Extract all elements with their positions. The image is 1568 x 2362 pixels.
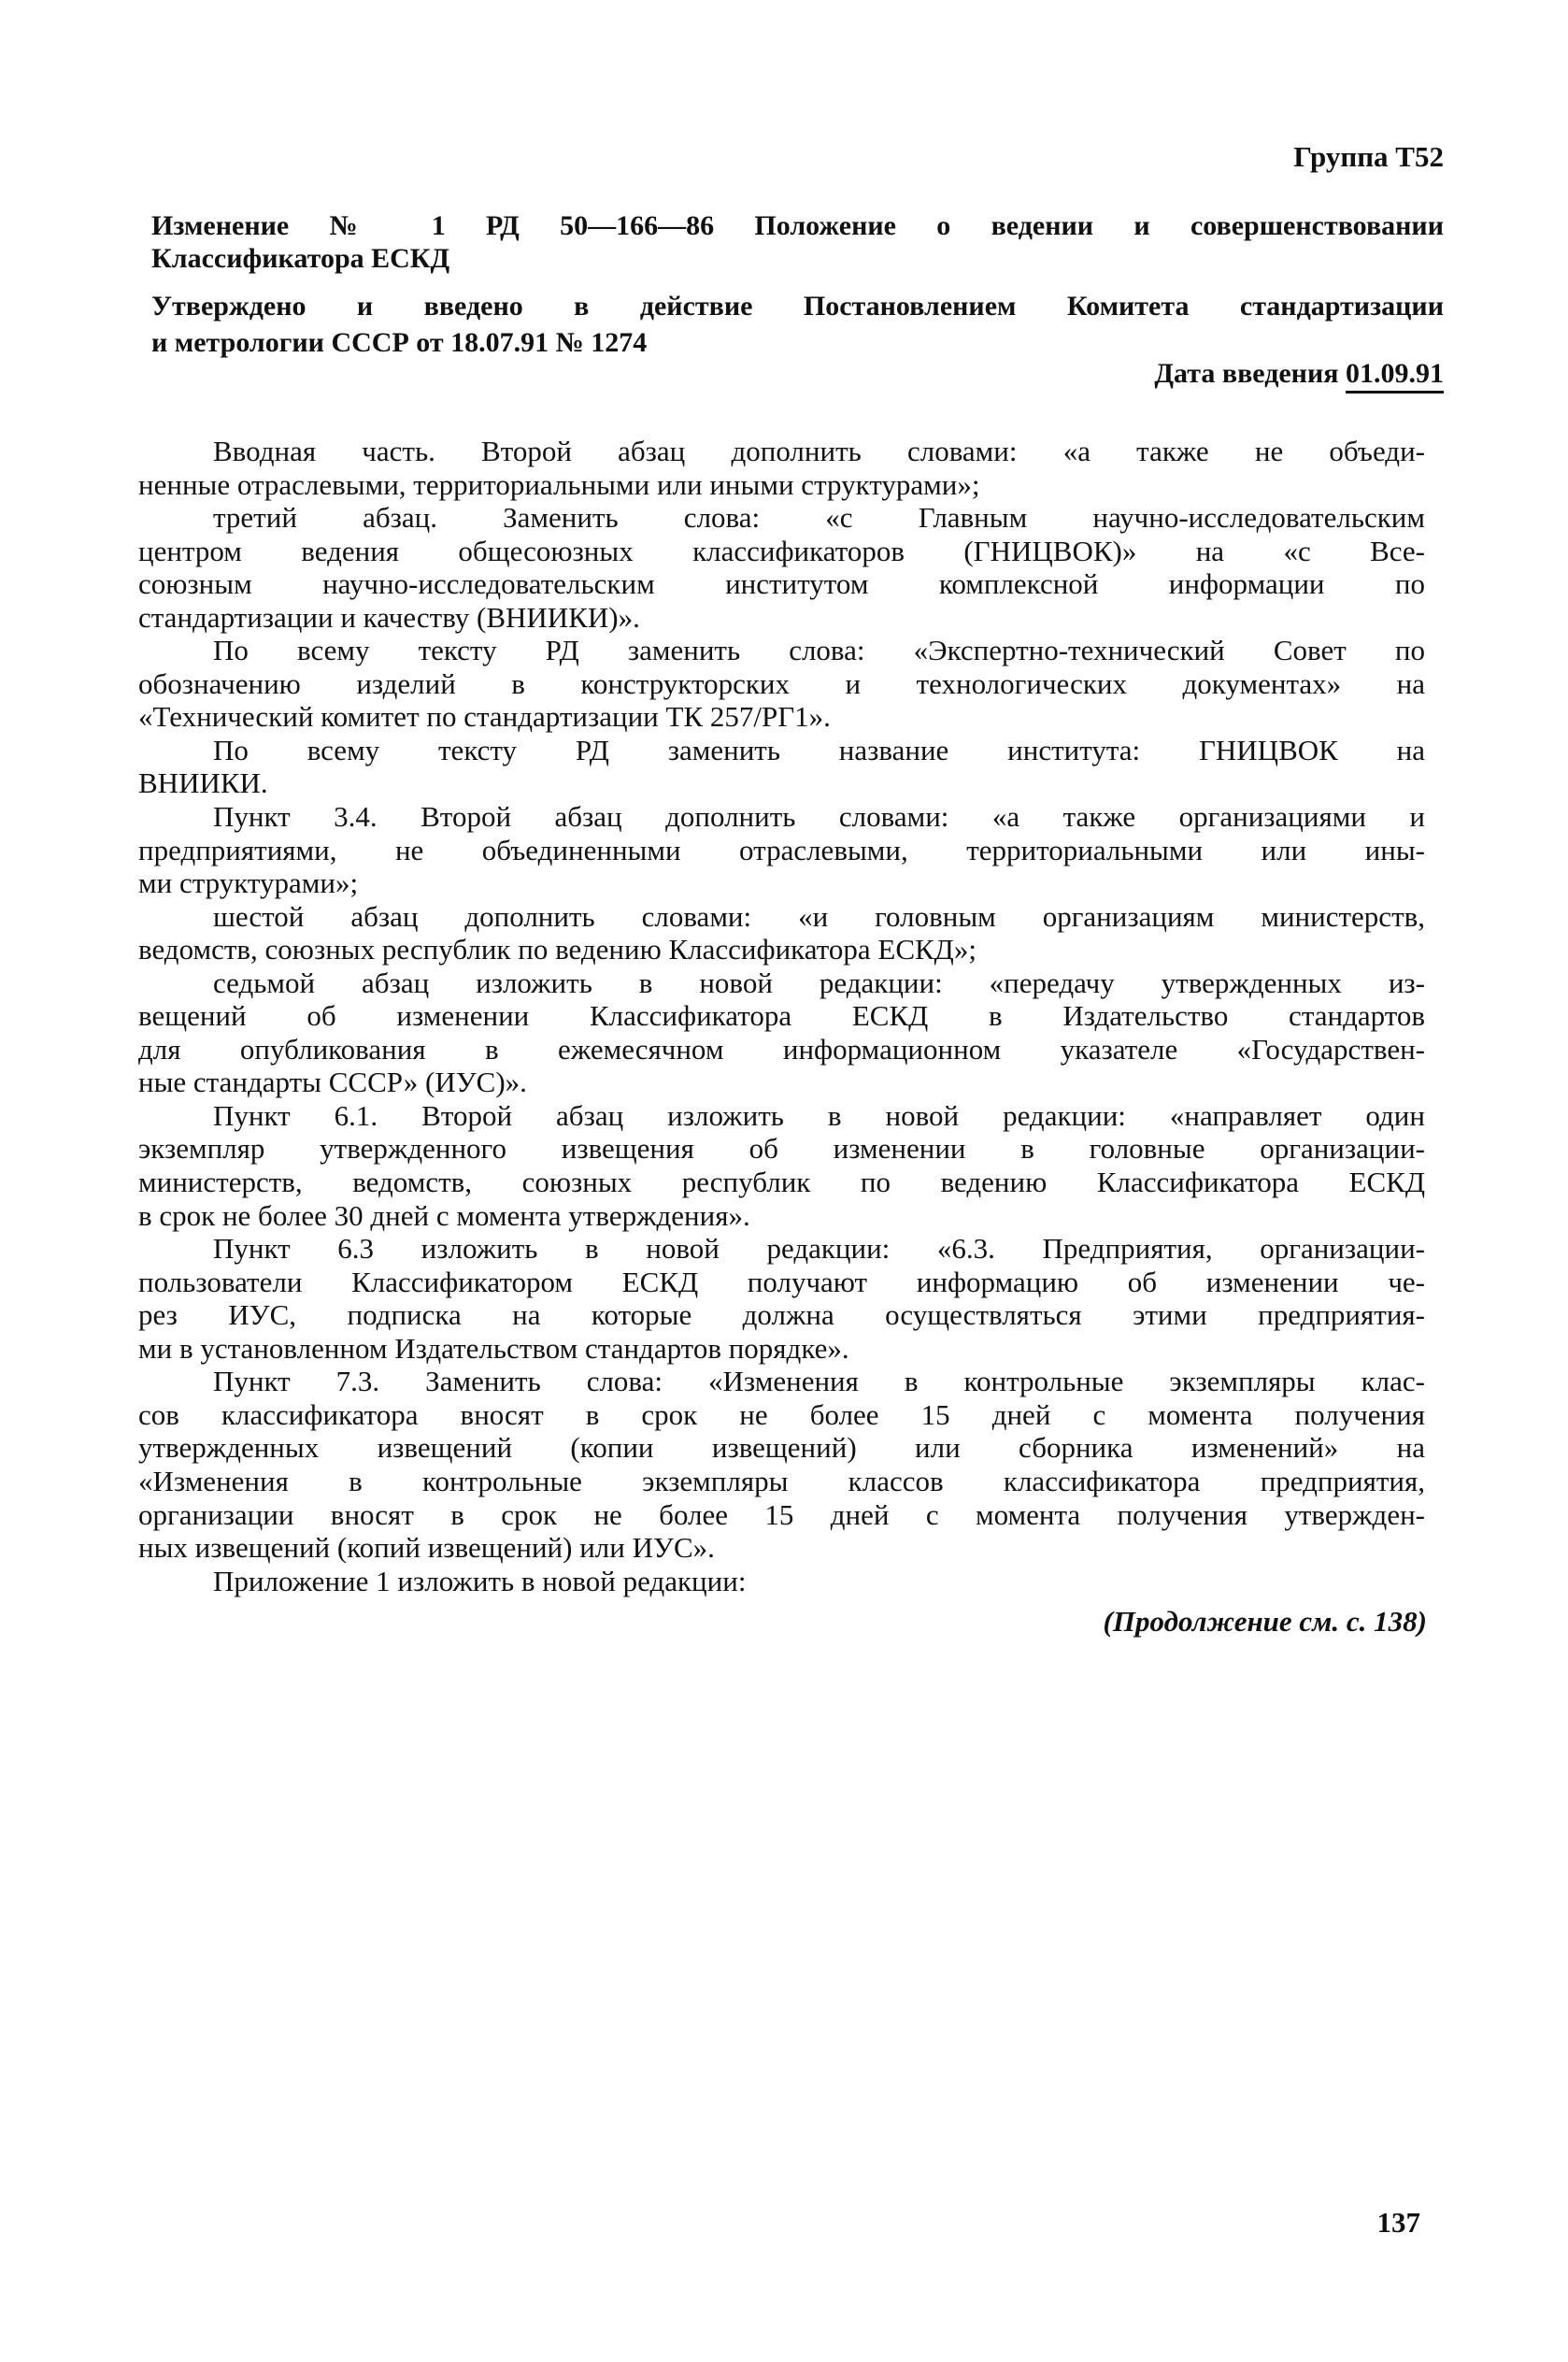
paragraph-line: шестой абзац дополнить словами: «и головным организациям министерств,: [213, 899, 1425, 933]
document-body: [138, 435, 1425, 1597]
paragraph-line: «Изменения в контрольные экземпляры классов классификатора предприятия,: [138, 1464, 1425, 1497]
paragraph-line: ных извещений (копий извещений) или ИУС».: [138, 1531, 715, 1565]
paragraph-line: Приложение 1 изложить в новой редакции:: [213, 1564, 747, 1597]
paragraph-line: утвержденных извещений (копии извещений) или сборника изменений» на: [138, 1431, 1425, 1465]
paragraph-line: рез ИУС, подписка на которые должна осуществляться этими предприятия-: [138, 1298, 1425, 1332]
paragraph-line: ненные отраслевыми, территориальными или иными структурами»;: [138, 467, 980, 501]
approval-line-2: и метрологии СССР от 18.07.91 № 1274: [151, 327, 648, 358]
paragraph-line: для опубликования в ежемесячном информационном указателе «Государствен-: [138, 1032, 1425, 1066]
paragraph-line: сов классификатора вносят в срок не более 15 дней с момента получения: [138, 1397, 1425, 1431]
paragraph-line: По всему тексту РД заменить слова: «Экспертно-технический Совет по: [213, 634, 1425, 667]
paragraph-line: обозначению изделий в конструкторских и технологических документах» на: [138, 666, 1425, 700]
paragraph-line: Пункт 7.3. Заменить слова: «Изменения в контрольные экземпляры клас-: [213, 1365, 1425, 1398]
paragraph-line: союзным научно-исследовательским институтом комплексной информации по: [138, 567, 1425, 601]
paragraph-line: Пункт 6.3 изложить в новой редакции: «6.3. Предприятия, организации-: [213, 1232, 1425, 1266]
paragraph-line: вещений об изменении Классификатора ЕСКД в Издательство стандартов: [138, 999, 1425, 1033]
paragraph-line: министерств, ведомств, союзных республик по ведению Классификатора ЕСКД: [138, 1166, 1425, 1199]
paragraph-line: Пункт 3.4. Второй абзац дополнить словами: «а также организациями и: [213, 800, 1425, 834]
approval-line-1: Утверждено и введено в действие Постановлением Комитета стандартизации: [151, 291, 1444, 322]
paragraph-line: третий абзац. Заменить слова: «с Главным научно-исследовательским: [213, 501, 1425, 535]
paragraph-line: ные стандарты СССР» (ИУС)».: [138, 1066, 527, 1099]
paragraph-line: в срок не более 30 дней с момента утверждения».: [138, 1198, 750, 1232]
page-number: 137: [1376, 2206, 1420, 2239]
document-title-line-1: Изменение № 1 РД 50—166—86 Положение о ведении и совершенствовании: [151, 210, 1444, 241]
paragraph-line: «Технический комитет по стандартизации ТК 257/РГ1».: [138, 700, 831, 734]
paragraph-line: ми структурами»;: [138, 866, 359, 900]
paragraph-line: стандартизации и качеству (ВНИИКИ)».: [138, 600, 640, 634]
continuation-note: (Продолжение см. с. 138): [1103, 1605, 1427, 1638]
paragraph-line: седьмой абзац изложить в новой редакции: «передачу утвержденных из-: [213, 966, 1425, 999]
paragraph-line: Пункт 6.1. Второй абзац изложить в новой редакции: «направляет один: [213, 1098, 1425, 1132]
document-title-line-2: Классификатора ЕСКД: [151, 243, 450, 274]
paragraph-line: предприятиями, не объединенными отраслевыми, территориальными или ины-: [138, 833, 1425, 866]
paragraph-line: пользователи Классификатором ЕСКД получают информацию об изменении че-: [138, 1265, 1425, 1298]
paragraph-line: организации вносят в срок не более 15 дней с момента получения утвержден-: [138, 1497, 1425, 1531]
paragraph-line: ведомств, союзных республик по ведению Классификатора ЕСКД»;: [138, 933, 976, 966]
effective-date: [1154, 357, 1444, 391]
effective-date-value: 01.09.91: [1346, 358, 1444, 394]
effective-date-label: Дата введения: [1154, 358, 1339, 389]
paragraph-line: ми в установленном Издательством стандартов порядке».: [138, 1331, 849, 1365]
paragraph-line: экземпляр утвержденного извещения об изменении в головные организации-: [138, 1132, 1425, 1166]
paragraph-line: По всему тексту РД заменить название института: ГНИЦВОК на: [213, 733, 1425, 766]
group-label: Группа Т52: [1293, 140, 1444, 173]
paragraph-line: центром ведения общесоюзных классификаторов (ГНИЦВОК)» на «с Все-: [138, 534, 1425, 567]
paragraph-line: Вводная часть. Второй абзац дополнить словами: «а также не объеди-: [213, 435, 1425, 467]
paragraph-line: ВНИИКИ.: [138, 766, 268, 800]
